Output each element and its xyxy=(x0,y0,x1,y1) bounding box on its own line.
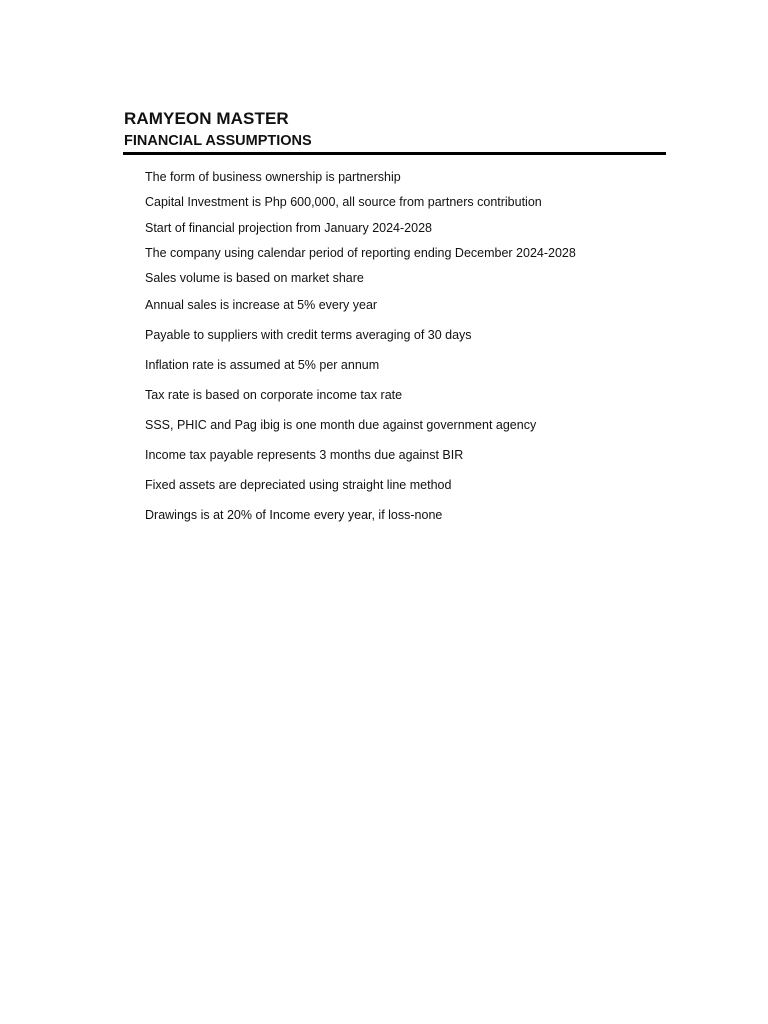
assumption-item: Tax rate is based on corporate income tax rate xyxy=(145,388,403,402)
assumption-item: The company using calendar period of reporting ending December 2024-2028 xyxy=(145,246,576,260)
header-divider xyxy=(123,152,666,155)
assumption-item: Fixed assets are depreciated using straight line method xyxy=(145,478,452,492)
assumption-item: Sales volume is based on market share xyxy=(145,271,364,285)
assumption-item: Capital Investment is Php 600,000, all source from partners contribution xyxy=(145,195,542,209)
assumption-item: Payable to suppliers with credit terms averaging of 30 days xyxy=(145,328,472,342)
assumption-item: Drawings is at 20% of Income every year, if loss-none xyxy=(145,508,443,522)
assumption-item: Annual sales is increase at 5% every year xyxy=(145,298,378,312)
document-title: RAMYEON MASTER xyxy=(124,109,289,128)
assumption-item: Inflation rate is assumed at 5% per annum xyxy=(145,358,380,372)
assumption-item: Income tax payable represents 3 months due against BIR xyxy=(145,448,464,462)
assumption-item: Start of financial projection from January 2024-2028 xyxy=(145,221,432,235)
assumption-item: SSS, PHIC and Pag ibig is one month due against government agency xyxy=(145,418,537,432)
document-subtitle: FINANCIAL ASSUMPTIONS xyxy=(124,133,312,149)
assumption-item: The form of business ownership is partnership xyxy=(145,170,401,184)
